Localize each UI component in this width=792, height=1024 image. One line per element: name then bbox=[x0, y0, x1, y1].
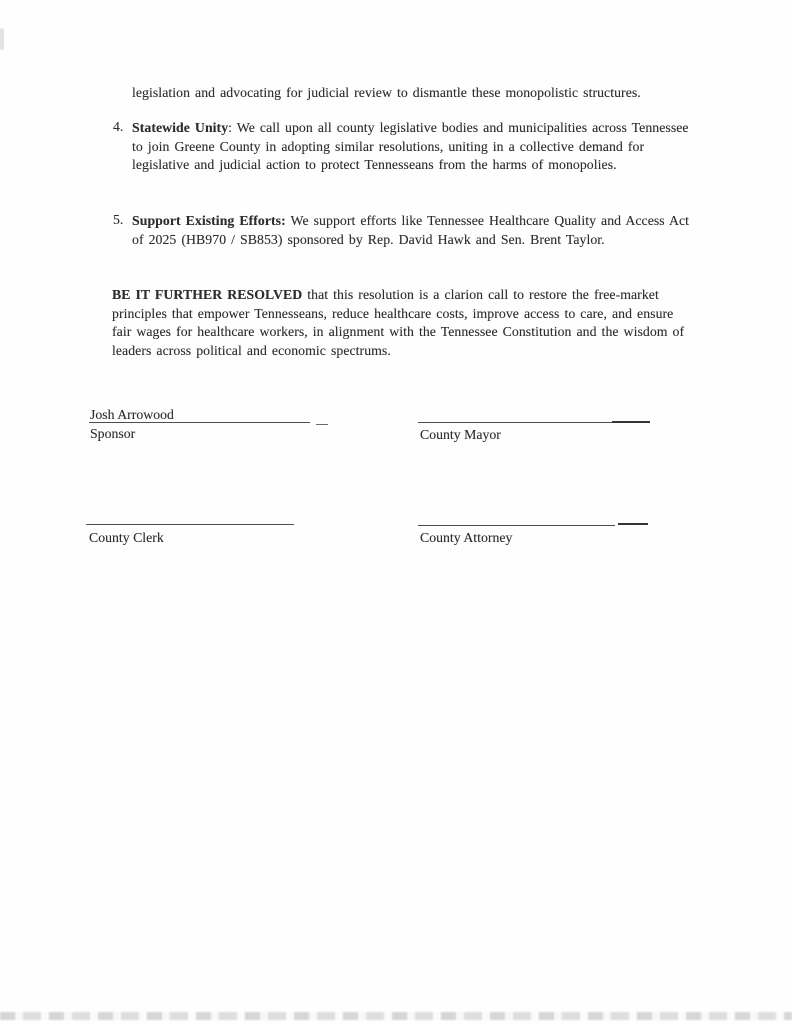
resolved-clause bbox=[112, 286, 685, 360]
scan-bottom-band-artifact bbox=[0, 1012, 792, 1020]
sponsor-signature-line-dash bbox=[316, 424, 328, 425]
scan-edge-artifact bbox=[0, 28, 4, 50]
county-mayor-label: County Mayor bbox=[420, 427, 501, 442]
county-attorney-label: County Attorney bbox=[420, 530, 513, 545]
list-item-5-title: Support Existing Efforts: bbox=[132, 213, 286, 228]
county-clerk-label: County Clerk bbox=[89, 530, 164, 545]
list-item-4 bbox=[132, 119, 692, 175]
county-mayor-signature-line-tip bbox=[612, 421, 650, 423]
sponsor-signature-line bbox=[89, 422, 310, 423]
county-clerk-signature-line bbox=[86, 524, 294, 525]
list-item-5 bbox=[132, 212, 692, 249]
resolved-clause-body: that this resolution is a clarion call to restore the free-market principles that empower Tennesseans, reduce healthcare costs, improve access to care, and ensure fair wages for healthcare workers, in alignment with the Tennessee Constitution and the wisdom of leaders across political and economic spectrums. bbox=[112, 287, 685, 358]
list-item-5-number: 5. bbox=[113, 212, 124, 227]
list-item-5-body: We support efforts like Tennessee Healthcare Quality and Access Act of 2025 (HB970 / SB853) sponsored by Rep. David Hawk and Sen. Brent Taylor. bbox=[132, 213, 690, 247]
list-item-4-number: 4. bbox=[113, 119, 124, 134]
sponsor-label: Sponsor bbox=[90, 426, 136, 441]
resolved-clause-lead: BE IT FURTHER RESOLVED bbox=[112, 287, 303, 302]
list-item-4-body: : We call upon all county legislative bodies and municipalities across Tennessee to join Greene County in adopting similar resolutions, uniting in a collective demand for legislative and judicial action to protect Tennesseans from the harms of monopolies. bbox=[132, 120, 689, 173]
sponsor-signed-name: Josh Arrowood bbox=[90, 407, 174, 422]
list-item-4-title: Statewide Unity bbox=[132, 120, 229, 135]
county-attorney-signature-line bbox=[418, 525, 615, 526]
county-attorney-signature-line-tip bbox=[618, 523, 648, 525]
paragraph-continuation: legislation and advocating for judicial review to dismantle these monopolistic structures. bbox=[132, 85, 641, 100]
